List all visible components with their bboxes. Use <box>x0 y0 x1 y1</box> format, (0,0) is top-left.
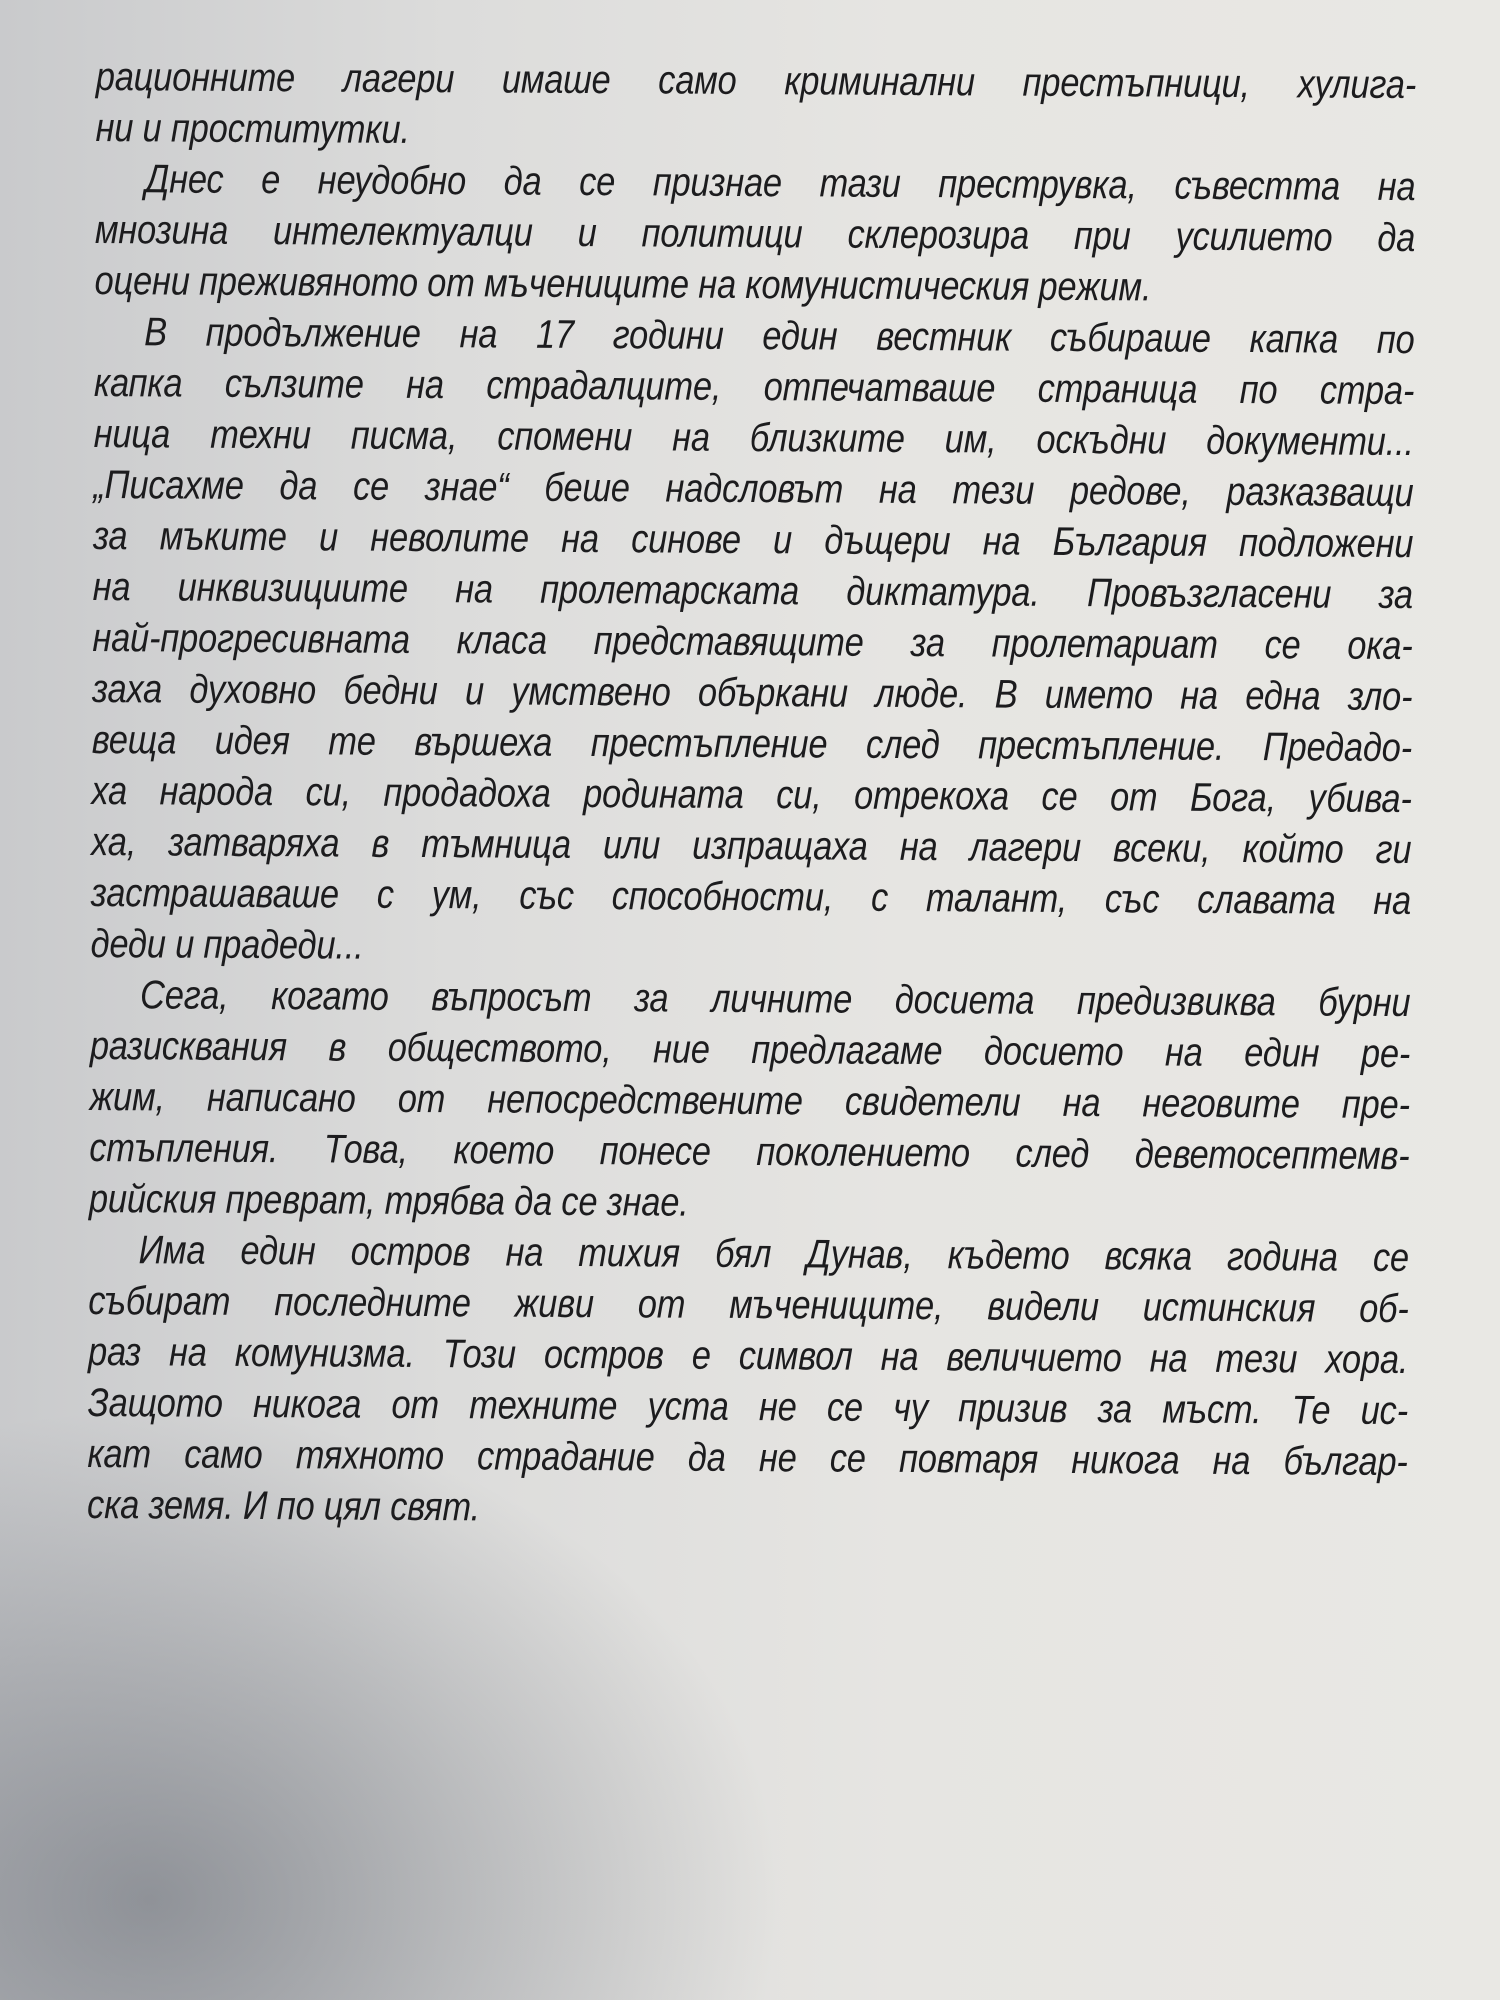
paragraph <box>89 970 1411 1233</box>
text-line: стъпления. Това, което понесе поколението след деветосептемв- <box>89 1125 1410 1179</box>
text-line: заха духовно бедни и умствено объркани люде. В името на една зло- <box>91 666 1413 720</box>
text-line: най-прогресивната класа представящите за пролетариат се ока- <box>92 615 1413 669</box>
text-line: В продължение на 17 години един вестник събираше капка по <box>144 310 1415 363</box>
text-line: Има един остров на тихия бял Дунав, където всяка година се <box>138 1228 1410 1281</box>
text-line: капка сълзите на страдалците, отпечатваше страница по стра- <box>93 360 1415 414</box>
text-line: ни и проститутки. <box>95 105 410 152</box>
text-line: Днес е неудобно да се признае тази преструвка, съвестта на <box>144 157 1416 210</box>
text-line: ска земя. И по цял свят. <box>86 1482 481 1530</box>
paragraph <box>90 307 1414 978</box>
text-line: рационните лагери имаше само криминални престъпници, хулига- <box>95 54 1417 108</box>
text-line: ница техни писма, спомени на близките им, оскъдни документи... <box>93 411 1415 465</box>
text-line: кат само тяхното страдание да не се повтаря никога на българ- <box>87 1431 1408 1485</box>
text-line: събират последните живи от мъчениците, видели истинския об- <box>88 1278 1409 1332</box>
paragraph <box>87 1225 1409 1539</box>
text-line: „Писахме да се знае“ беше надсловът на тези редове, разказващи <box>93 462 1414 516</box>
text-line: раз на комунизма. Този остров е символ на величието на тези хора. <box>87 1329 1409 1383</box>
text-line: рийския преврат, трябва да се знае. <box>88 1176 689 1225</box>
text-line: за мъките и неволите на синове и дъщери на България подложени <box>92 513 1414 567</box>
text-line: веща идея те вършеха престъпление след престъпление. Предадо- <box>91 717 1413 771</box>
text-line: жим, написано от непосредствените свидетели на неговите пре- <box>89 1074 1410 1128</box>
text-line: разисквания в обществото, ние предлагаме досието на един ре- <box>89 1023 1411 1077</box>
book-page-text <box>87 52 1416 1539</box>
text-line: на инквизициите на пролетарската диктатура. Провъзгласени за <box>92 564 1414 618</box>
text-line: ха, затваряха в тъмница или изпращаха на лагери всеки, който ги <box>91 819 1412 873</box>
text-line: застрашаваше с ум, със способности, с талант, със славата на <box>90 870 1412 924</box>
text-line: ха народа си, продадоха родината си, отрекоха се от Бога, убива- <box>91 768 1412 822</box>
text-line: Защото никога от техните уста не се чу призив за мъст. Те ис- <box>87 1380 1409 1434</box>
text-line: мнозина интелектуалци и политици склерозира при усилието да <box>94 207 1416 261</box>
text-line: деди и прадеди... <box>90 921 364 968</box>
paragraph <box>94 154 1415 315</box>
text-line: Сега, когато въпросът за личните досиета предизвиква бурни <box>139 973 1411 1026</box>
text-line: оцени преживяното от мъчениците на комунистическия режим. <box>94 258 1152 310</box>
paragraph <box>95 52 1416 162</box>
